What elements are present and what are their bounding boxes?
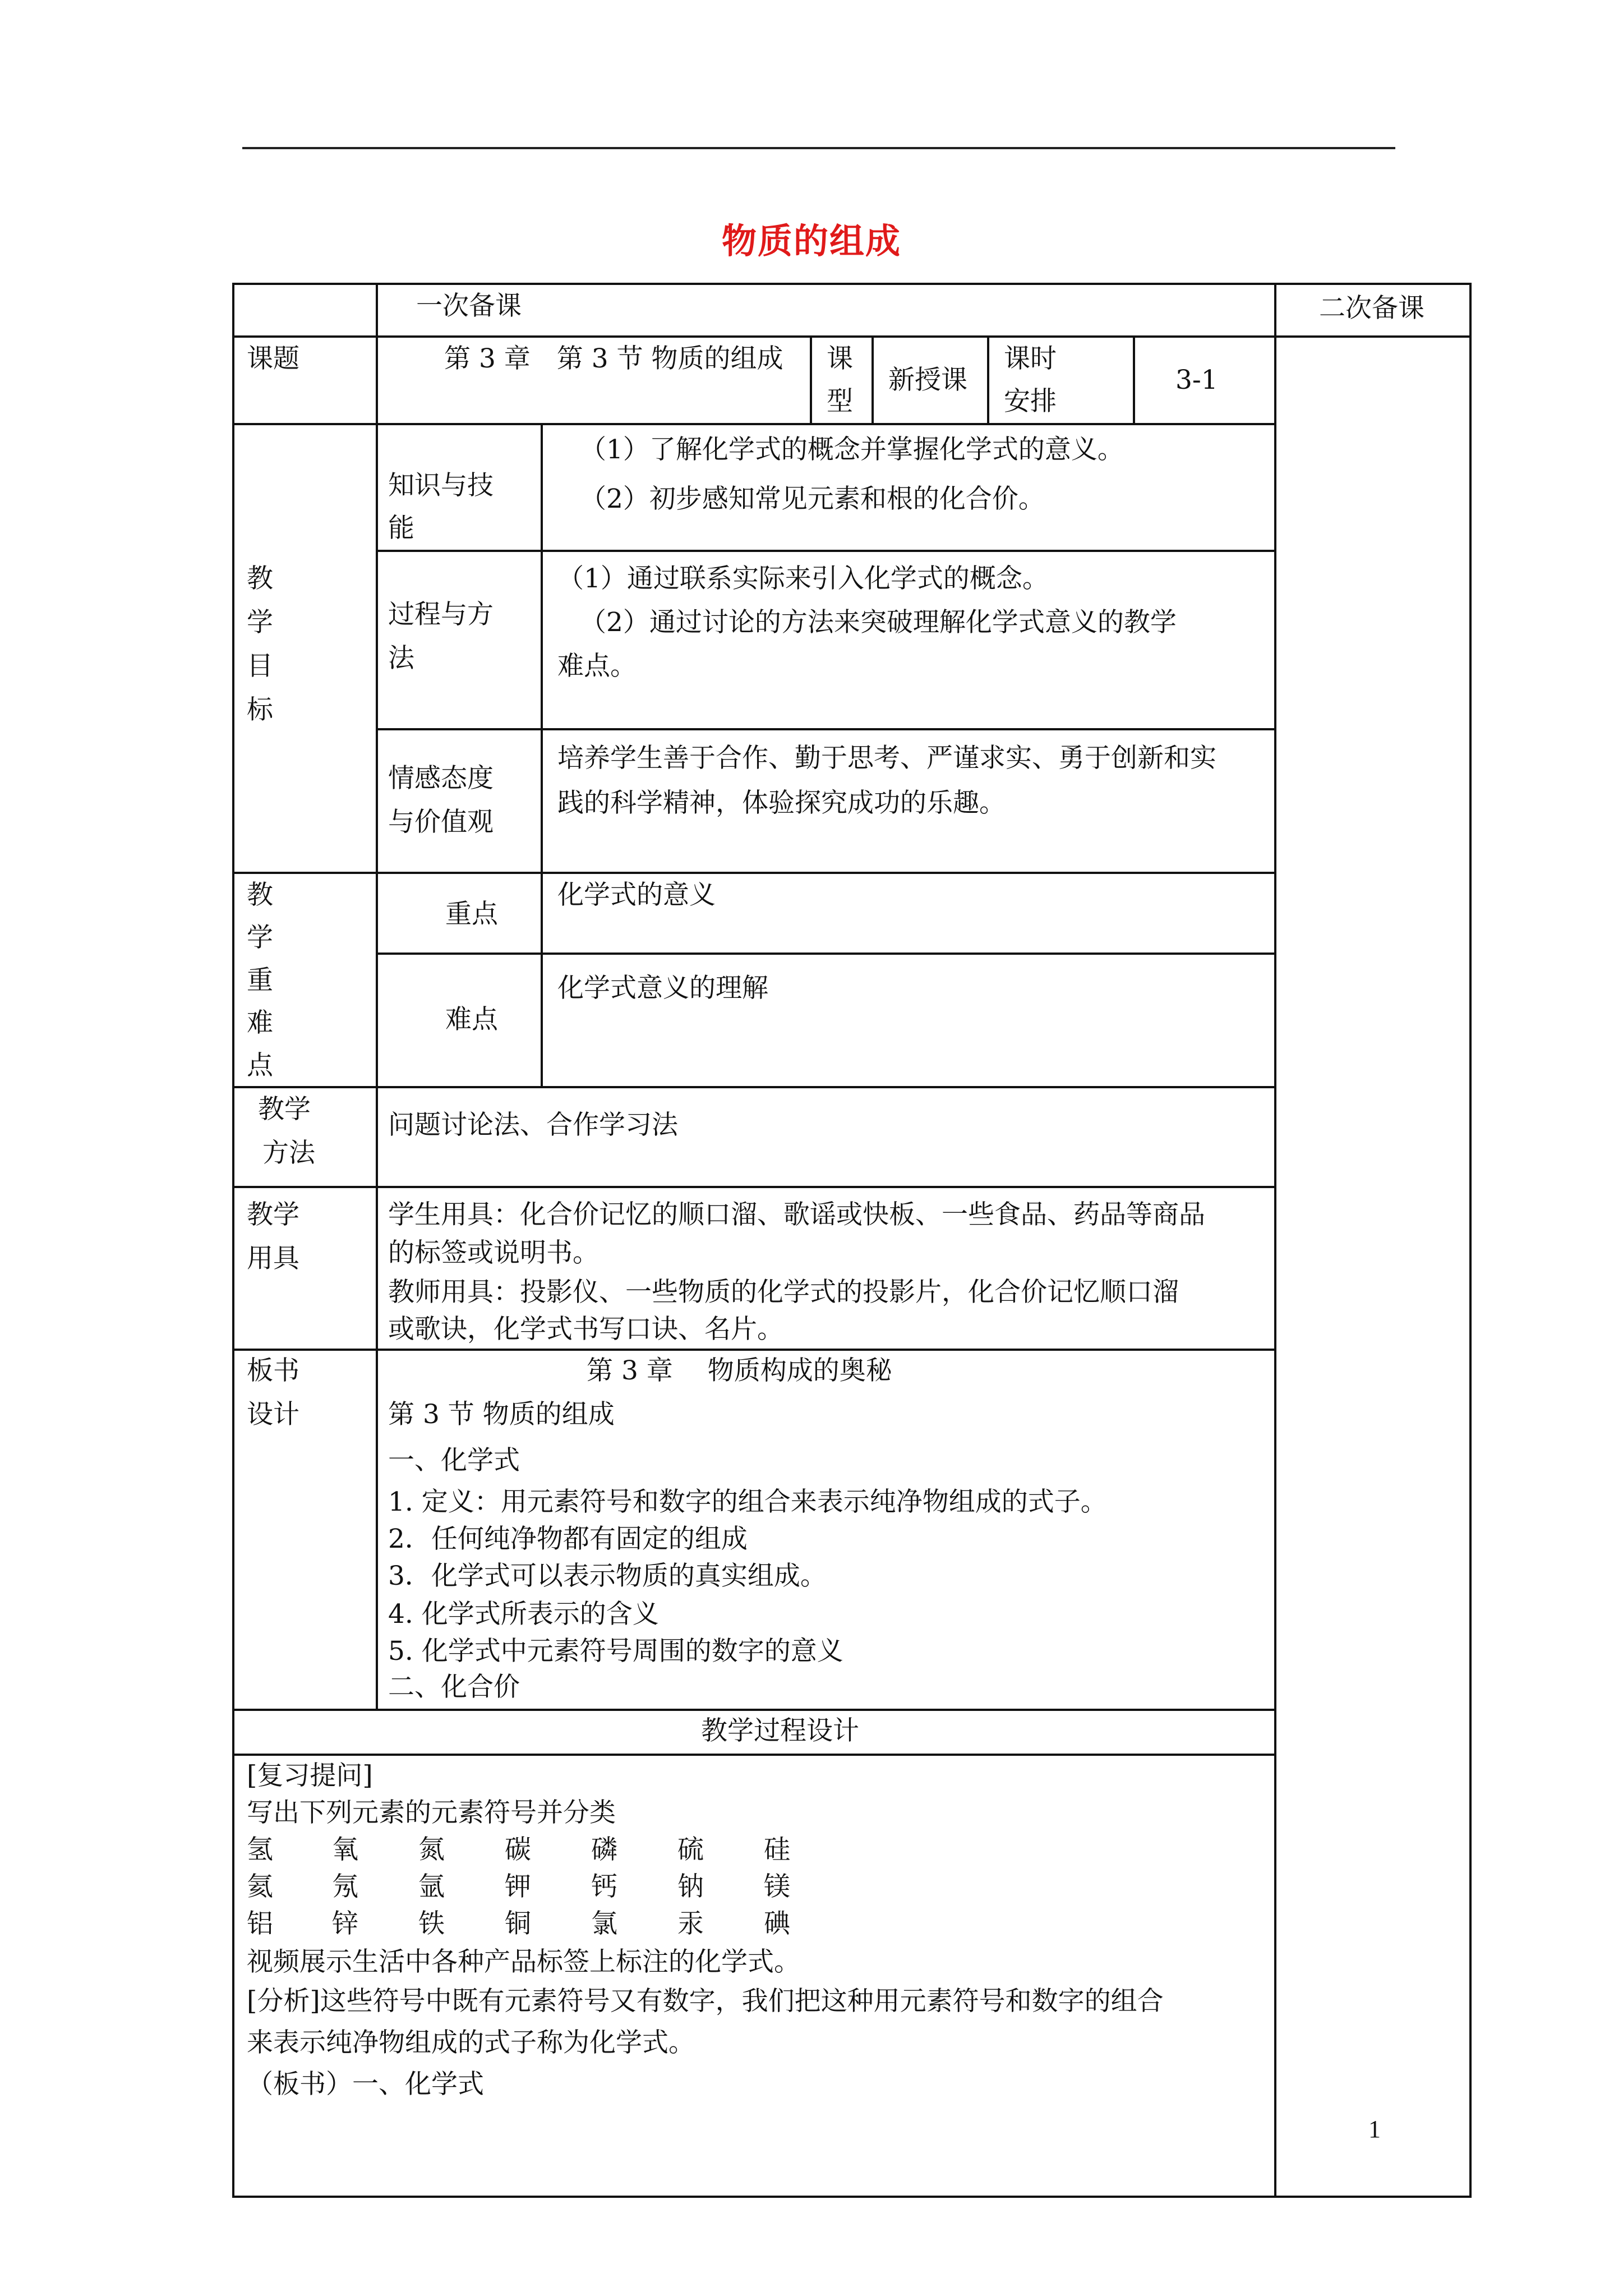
- table-line: [376, 283, 378, 335]
- element-char: 硫: [677, 1834, 704, 1865]
- topic-value: 第 3 章 第 3 节 物质的组成: [444, 343, 783, 374]
- table-border-right: [1469, 283, 1472, 2198]
- element-char: 汞: [677, 1908, 704, 1939]
- table-line: [1133, 335, 1135, 423]
- element-char: 氩: [418, 1871, 445, 1902]
- topic-label: 课题: [247, 343, 299, 374]
- table-line: [232, 335, 1472, 338]
- document-title: 物质的组成: [721, 220, 901, 261]
- video-line: 视频展示生活中各种产品标签上标注的化学式。: [247, 1947, 800, 1977]
- lesson-type-label: 型: [827, 386, 853, 417]
- board-line: 3．化学式可以表示物质的真实组成。: [388, 1561, 827, 1591]
- table-line: [232, 1754, 1276, 1756]
- table-line: [376, 335, 378, 423]
- header-rule: [242, 147, 1395, 149]
- lesson-type-label: 课: [827, 343, 853, 374]
- process-label: 法: [388, 643, 414, 674]
- element-char: 氮: [418, 1834, 445, 1865]
- key-point-value: 化学式的意义: [557, 880, 716, 910]
- process-design-heading: 教学过程设计: [701, 1715, 859, 1746]
- table-line: [232, 423, 1276, 425]
- key-points-label: 教: [247, 880, 273, 910]
- analysis-line: 来表示纯净物组成的式子称为化学式。: [247, 2027, 695, 2058]
- element-char: 铝: [247, 1908, 273, 1939]
- table-border-bottom: [232, 2196, 1472, 2198]
- method-value: 问题讨论法、合作学习法: [388, 1110, 678, 1140]
- difficult-point-label: 难点: [445, 1004, 498, 1035]
- key-points-label: 难: [247, 1007, 273, 1038]
- board-line: 5. 化学式中元素符号周围的数字的意义: [388, 1636, 843, 1667]
- element-char: 钠: [677, 1871, 704, 1902]
- key-points-label: 学: [247, 922, 273, 953]
- table-border-left: [232, 283, 234, 2198]
- difficult-point-value: 化学式意义的理解: [557, 973, 768, 1004]
- emotion-label: 与价值观: [388, 807, 494, 838]
- board-label: 设计: [247, 1399, 299, 1430]
- element-char: 铁: [418, 1908, 445, 1939]
- element-char: 硅: [764, 1834, 790, 1865]
- element-char: 磷: [591, 1834, 617, 1865]
- board-line: 2．任何纯净物都有固定的组成: [388, 1524, 748, 1554]
- element-char: 氧: [332, 1834, 358, 1865]
- element-char: 氯: [591, 1908, 617, 1939]
- knowledge-label: 知识与技: [388, 470, 494, 501]
- table-line: [987, 335, 989, 423]
- tools-line: 教师用具：投影仪、一些物质的化学式的投影片，化合价记忆顺口溜: [388, 1277, 1179, 1308]
- table-line: [232, 1709, 1276, 1711]
- key-points-label: 点: [247, 1050, 273, 1081]
- lesson-type-value: 新授课: [888, 365, 967, 395]
- table-line: [541, 423, 543, 1086]
- element-char: 碘: [764, 1908, 790, 1939]
- element-char: 氖: [332, 1871, 358, 1902]
- table-line: [872, 335, 874, 423]
- process-line: （1）通过联系实际来引入化学式的概念。: [557, 563, 1049, 594]
- method-label: 教学: [258, 1094, 311, 1125]
- table-line: [376, 550, 1276, 552]
- board-label: 板书: [247, 1355, 299, 1386]
- emotion-line: 培养学生善于合作、勤于思考、严谨求实、勇于创新和实: [557, 743, 1216, 774]
- element-char: 镁: [764, 1871, 790, 1902]
- objectives-label: 目: [247, 651, 273, 682]
- tools-line: 学生用具：化合价记忆的顺口溜、歌谣或快板、一些食品、药品等商品: [388, 1199, 1205, 1230]
- key-point-label: 重点: [445, 899, 498, 930]
- process-line: 难点。: [557, 651, 637, 682]
- table-line: [376, 728, 1276, 730]
- board-note-line: （板书）一、化学式: [247, 2069, 484, 2100]
- table-line: [232, 1349, 1276, 1351]
- board-line: 第 3 节 物质的组成: [388, 1399, 615, 1430]
- schedule-label: 安排: [1004, 386, 1057, 417]
- objectives-label: 学: [247, 607, 273, 638]
- table-line: [1274, 283, 1276, 2198]
- process-label: 过程与方: [388, 599, 494, 630]
- table-line: [232, 1086, 1276, 1088]
- board-line: 4. 化学式所表示的含义: [388, 1599, 659, 1630]
- objectives-label: 教: [247, 563, 273, 594]
- element-char: 钾: [505, 1871, 531, 1902]
- table-line: [810, 335, 812, 423]
- element-char: 锌: [332, 1908, 358, 1939]
- first-prep-label: 一次备课: [416, 291, 522, 321]
- knowledge-line: （1）了解化学式的概念并掌握化学式的意义。: [580, 434, 1124, 465]
- process-line: （2）通过讨论的方法来突破理解化学式意义的教学: [580, 607, 1177, 638]
- knowledge-label: 能: [388, 513, 414, 544]
- method-label: 方法: [262, 1138, 315, 1168]
- board-line: 一、化学式: [388, 1445, 520, 1476]
- board-chapter: 第 3 章 物质构成的奥秘: [587, 1355, 892, 1386]
- schedule-label: 课时: [1004, 343, 1057, 374]
- tools-label: 用具: [247, 1243, 299, 1274]
- schedule-value: 3-1: [1175, 365, 1218, 395]
- emotion-line: 践的科学精神，体验探究成功的乐趣。: [557, 788, 1006, 818]
- knowledge-line: （2）初步感知常见元素和根的化合价。: [580, 484, 1045, 514]
- page-number: 1: [1368, 2115, 1381, 2143]
- review-heading: [复习提问]: [247, 1760, 373, 1791]
- element-char: 碳: [505, 1834, 531, 1865]
- second-prep-label: 二次备课: [1319, 293, 1424, 324]
- analysis-line: [分析]这些符号中既有元素符号又有数字，我们把这种用元素符号和数字的组合: [247, 1986, 1164, 2017]
- table-line: [232, 872, 1276, 874]
- table-line: [232, 1186, 1276, 1188]
- table-line: [376, 423, 378, 1709]
- element-char: 氦: [247, 1871, 273, 1902]
- review-prompt: 写出下列元素的元素符号并分类: [247, 1797, 616, 1828]
- element-char: 钙: [591, 1871, 617, 1902]
- board-line: 1. 定义：用元素符号和数字的组合来表示纯净物组成的式子。: [388, 1487, 1107, 1517]
- element-char: 铜: [505, 1908, 531, 1939]
- table-border-top: [232, 283, 1472, 285]
- board-line: 二、化合价: [388, 1672, 520, 1703]
- element-char: 氢: [247, 1834, 273, 1865]
- tools-line: 的标签或说明书。: [388, 1237, 599, 1268]
- emotion-label: 情感态度: [388, 763, 494, 794]
- tools-label: 教学: [247, 1199, 299, 1230]
- key-points-label: 重: [247, 965, 273, 996]
- table-line: [376, 953, 1276, 955]
- objectives-label: 标: [247, 694, 273, 725]
- tools-line: 或歌诀，化学式书写口诀、名片。: [388, 1314, 783, 1345]
